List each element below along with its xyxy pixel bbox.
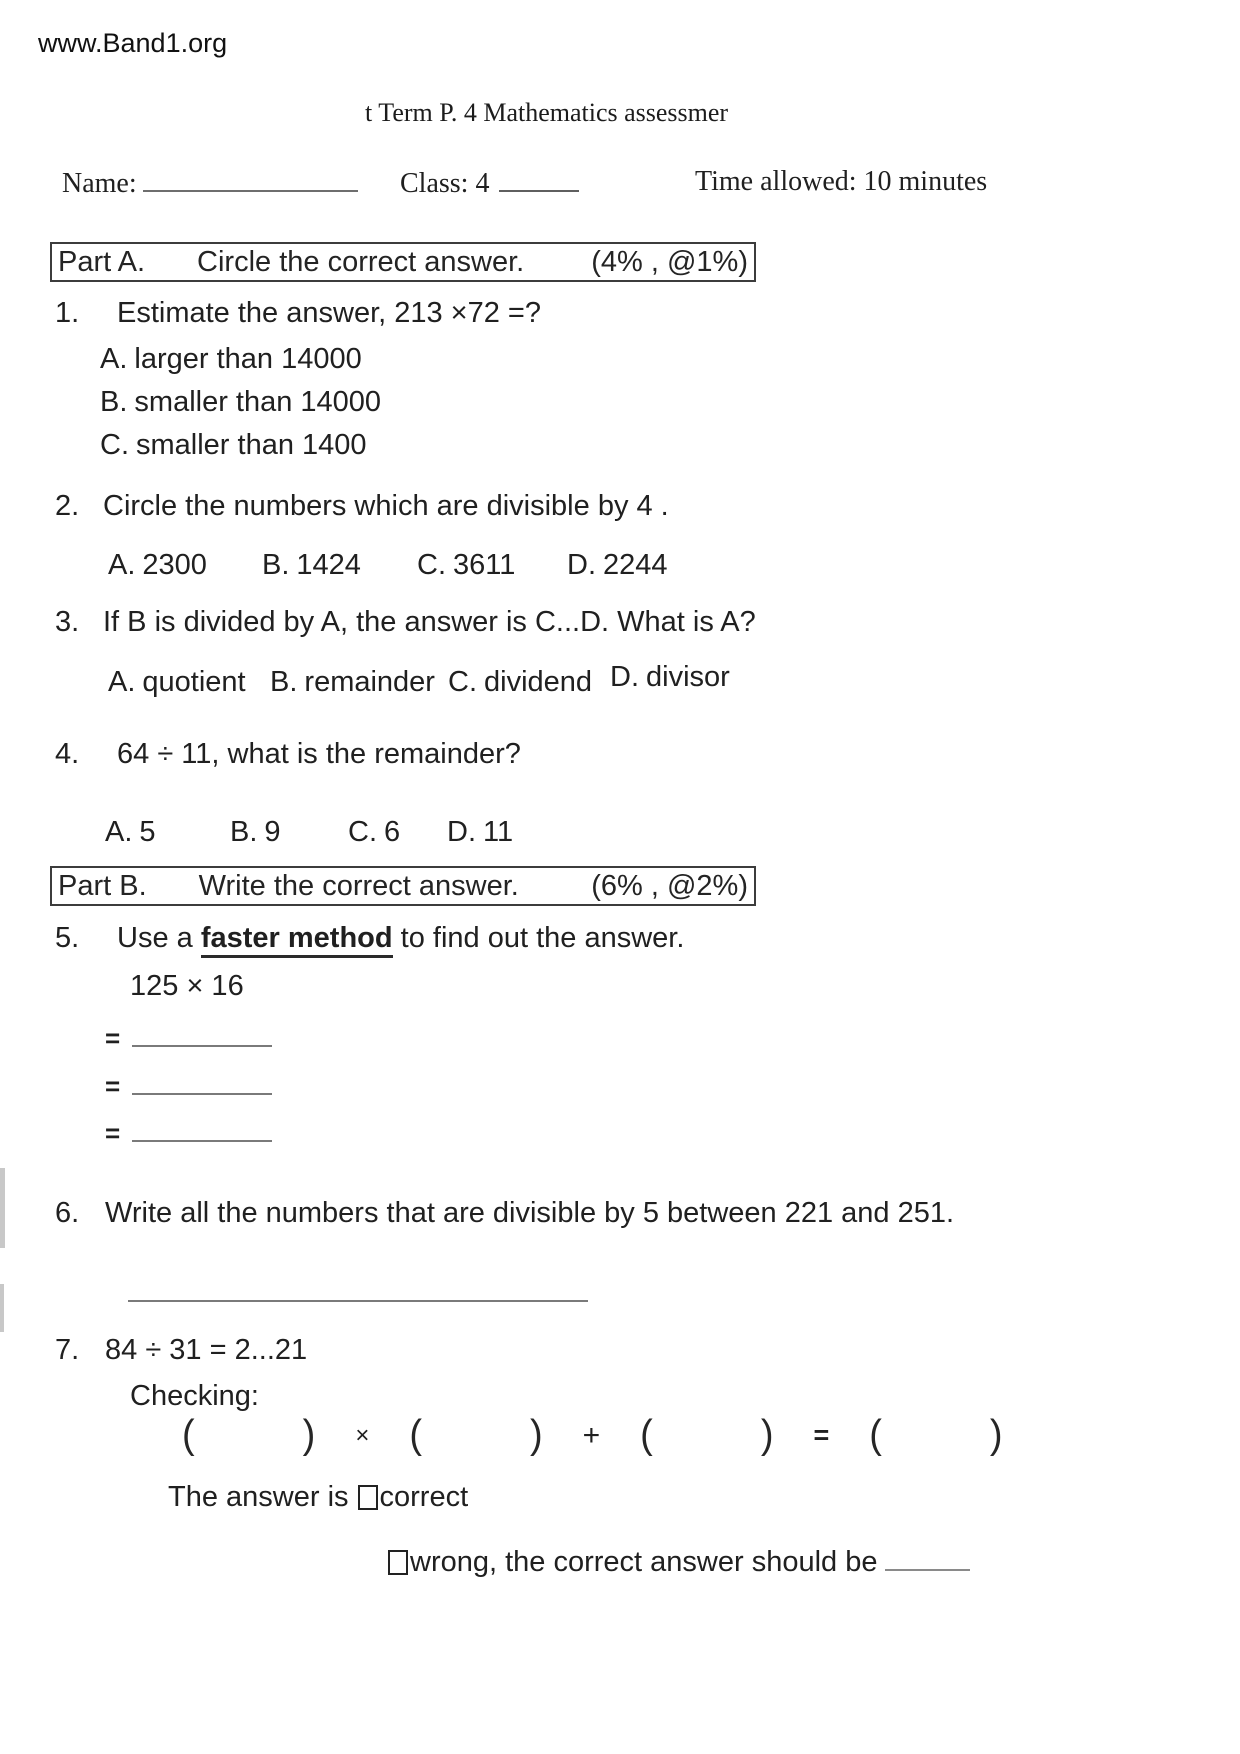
q1-option-a[interactable]: A. larger than 14000 (100, 343, 362, 375)
open-paren: ( (409, 1412, 422, 1458)
class-label: Class: 4 (400, 168, 490, 199)
q5-answer-line-3[interactable] (132, 1110, 272, 1142)
question-5-text-emphasis: faster method (201, 922, 393, 958)
wrong-checkbox[interactable] (388, 1550, 408, 1575)
question-3-number: 3. (55, 606, 80, 638)
watermark: www.Band1.org (38, 28, 228, 58)
scan-artifact (0, 1168, 5, 1248)
q7-check-group-3 (640, 1414, 773, 1457)
q7-answer-prefix: The answer is (168, 1481, 349, 1513)
equals-sign: = (813, 1420, 830, 1450)
q5-working-row-1 (105, 1015, 272, 1054)
question-5-text-before: Use a (117, 922, 201, 954)
question-4-text: 64 ÷ 11, what is the remainder? (117, 738, 521, 770)
question-2 (55, 490, 669, 523)
q7-check-blank-4[interactable] (882, 1416, 990, 1456)
part-a-label: Part A. (58, 245, 146, 278)
question-6-text: Write all the numbers that are divisible by 5 between 221 and 251. (105, 1197, 955, 1229)
q7-check-group-1 (182, 1414, 315, 1457)
q4-option-d[interactable]: D. 11 (447, 816, 514, 848)
q1-option-c[interactable]: C. smaller than 1400 (100, 429, 367, 461)
question-2-text: Circle the numbers which are divisible by 4 . (103, 490, 669, 522)
q4-option-b[interactable]: B. 9 (230, 816, 281, 848)
q3-option-c[interactable]: C. dividend (448, 666, 593, 698)
equals-sign: = (105, 1071, 121, 1101)
q7-check-blank-1[interactable] (195, 1416, 303, 1456)
question-5-text-after: to find out the answer. (392, 922, 685, 954)
q2-option-d[interactable]: D. 2244 (567, 549, 668, 581)
question-1 (55, 297, 541, 330)
name-label: Name: (62, 168, 137, 199)
part-b-header (50, 866, 756, 906)
q5-working-row-2 (105, 1063, 272, 1102)
question-7-equation: 84 ÷ 31 = 2...21 (105, 1334, 308, 1366)
q1-option-b[interactable]: B. smaller than 14000 (100, 386, 382, 418)
class-input-line[interactable] (499, 166, 579, 192)
plus-sign: + (582, 1418, 601, 1452)
part-a-instruction: Circle the correct answer. (197, 245, 525, 278)
close-paren: ) (989, 1412, 1003, 1458)
question-3 (55, 606, 756, 639)
q3-option-d[interactable]: D. divisor (610, 661, 730, 693)
question-6-number: 6. (55, 1197, 80, 1229)
q7-check-blank-3[interactable] (653, 1416, 761, 1456)
question-7 (55, 1334, 307, 1367)
q5-answer-line-2[interactable] (132, 1063, 272, 1095)
q7-check-group-2 (409, 1414, 542, 1457)
q2-option-a[interactable]: A. 2300 (108, 549, 207, 581)
open-paren: ( (640, 1412, 653, 1458)
question-5 (55, 922, 684, 955)
question-1-number: 1. (55, 297, 80, 329)
q7-answer-correct-row (168, 1481, 468, 1514)
q7-check-group-4 (869, 1414, 1002, 1457)
q4-option-a[interactable]: A. 5 (105, 816, 156, 848)
page-title: t Term P. 4 Mathematics assessmer (365, 98, 729, 127)
q5-answer-line-1[interactable] (132, 1015, 272, 1047)
close-paren: ) (529, 1412, 543, 1458)
q7-correct-label: correct (379, 1481, 469, 1513)
times-sign: × (355, 1421, 370, 1449)
correct-checkbox[interactable] (358, 1485, 378, 1510)
question-1-text: Estimate the answer, 213 ×72 =? (117, 297, 541, 329)
close-paren: ) (302, 1412, 316, 1458)
q3-option-b[interactable]: B. remainder (270, 666, 435, 698)
part-b-marks: (6% , @2%) (591, 869, 748, 902)
q3-option-a[interactable]: A. quotient (108, 666, 246, 698)
q7-check-blank-2[interactable] (422, 1416, 530, 1456)
question-4 (55, 738, 521, 771)
question-2-number: 2. (55, 490, 80, 522)
question-7-number: 7. (55, 1334, 80, 1366)
class-field-group (400, 166, 579, 200)
part-b-instruction: Write the correct answer. (198, 869, 519, 902)
q7-wrong-answer-line[interactable] (885, 1545, 970, 1571)
equals-sign: = (105, 1118, 121, 1148)
q7-checking-label: Checking: (130, 1380, 259, 1412)
name-field-group (62, 166, 358, 200)
q5-working-row-3 (105, 1110, 272, 1149)
time-allowed-label: Time allowed: 10 minutes (695, 166, 988, 197)
open-paren: ( (869, 1412, 882, 1458)
q5-expression: 125 × 16 (130, 970, 244, 1002)
q2-option-b[interactable]: B. 1424 (262, 549, 361, 581)
part-a-marks: (4% , @1%) (591, 245, 748, 278)
q4-option-c[interactable]: C. 6 (348, 816, 401, 848)
q7-checking-equation (182, 1414, 1003, 1457)
part-a-header (50, 242, 756, 282)
question-6 (55, 1197, 954, 1230)
scan-artifact (0, 1284, 4, 1332)
q6-answer-line[interactable] (128, 1300, 588, 1302)
open-paren: ( (182, 1412, 195, 1458)
question-4-number: 4. (55, 738, 80, 770)
name-input-line[interactable] (143, 166, 358, 192)
equals-sign: = (105, 1023, 121, 1053)
part-b-label: Part B. (58, 869, 147, 902)
question-5-number: 5. (55, 922, 80, 954)
close-paren: ) (760, 1412, 774, 1458)
question-3-text: If B is divided by A, the answer is C...D. What is A? (103, 606, 756, 638)
q2-option-c[interactable]: C. 3611 (417, 549, 516, 581)
q7-answer-wrong-row (388, 1545, 970, 1579)
q7-wrong-label: wrong, the correct answer should be (410, 1546, 878, 1578)
